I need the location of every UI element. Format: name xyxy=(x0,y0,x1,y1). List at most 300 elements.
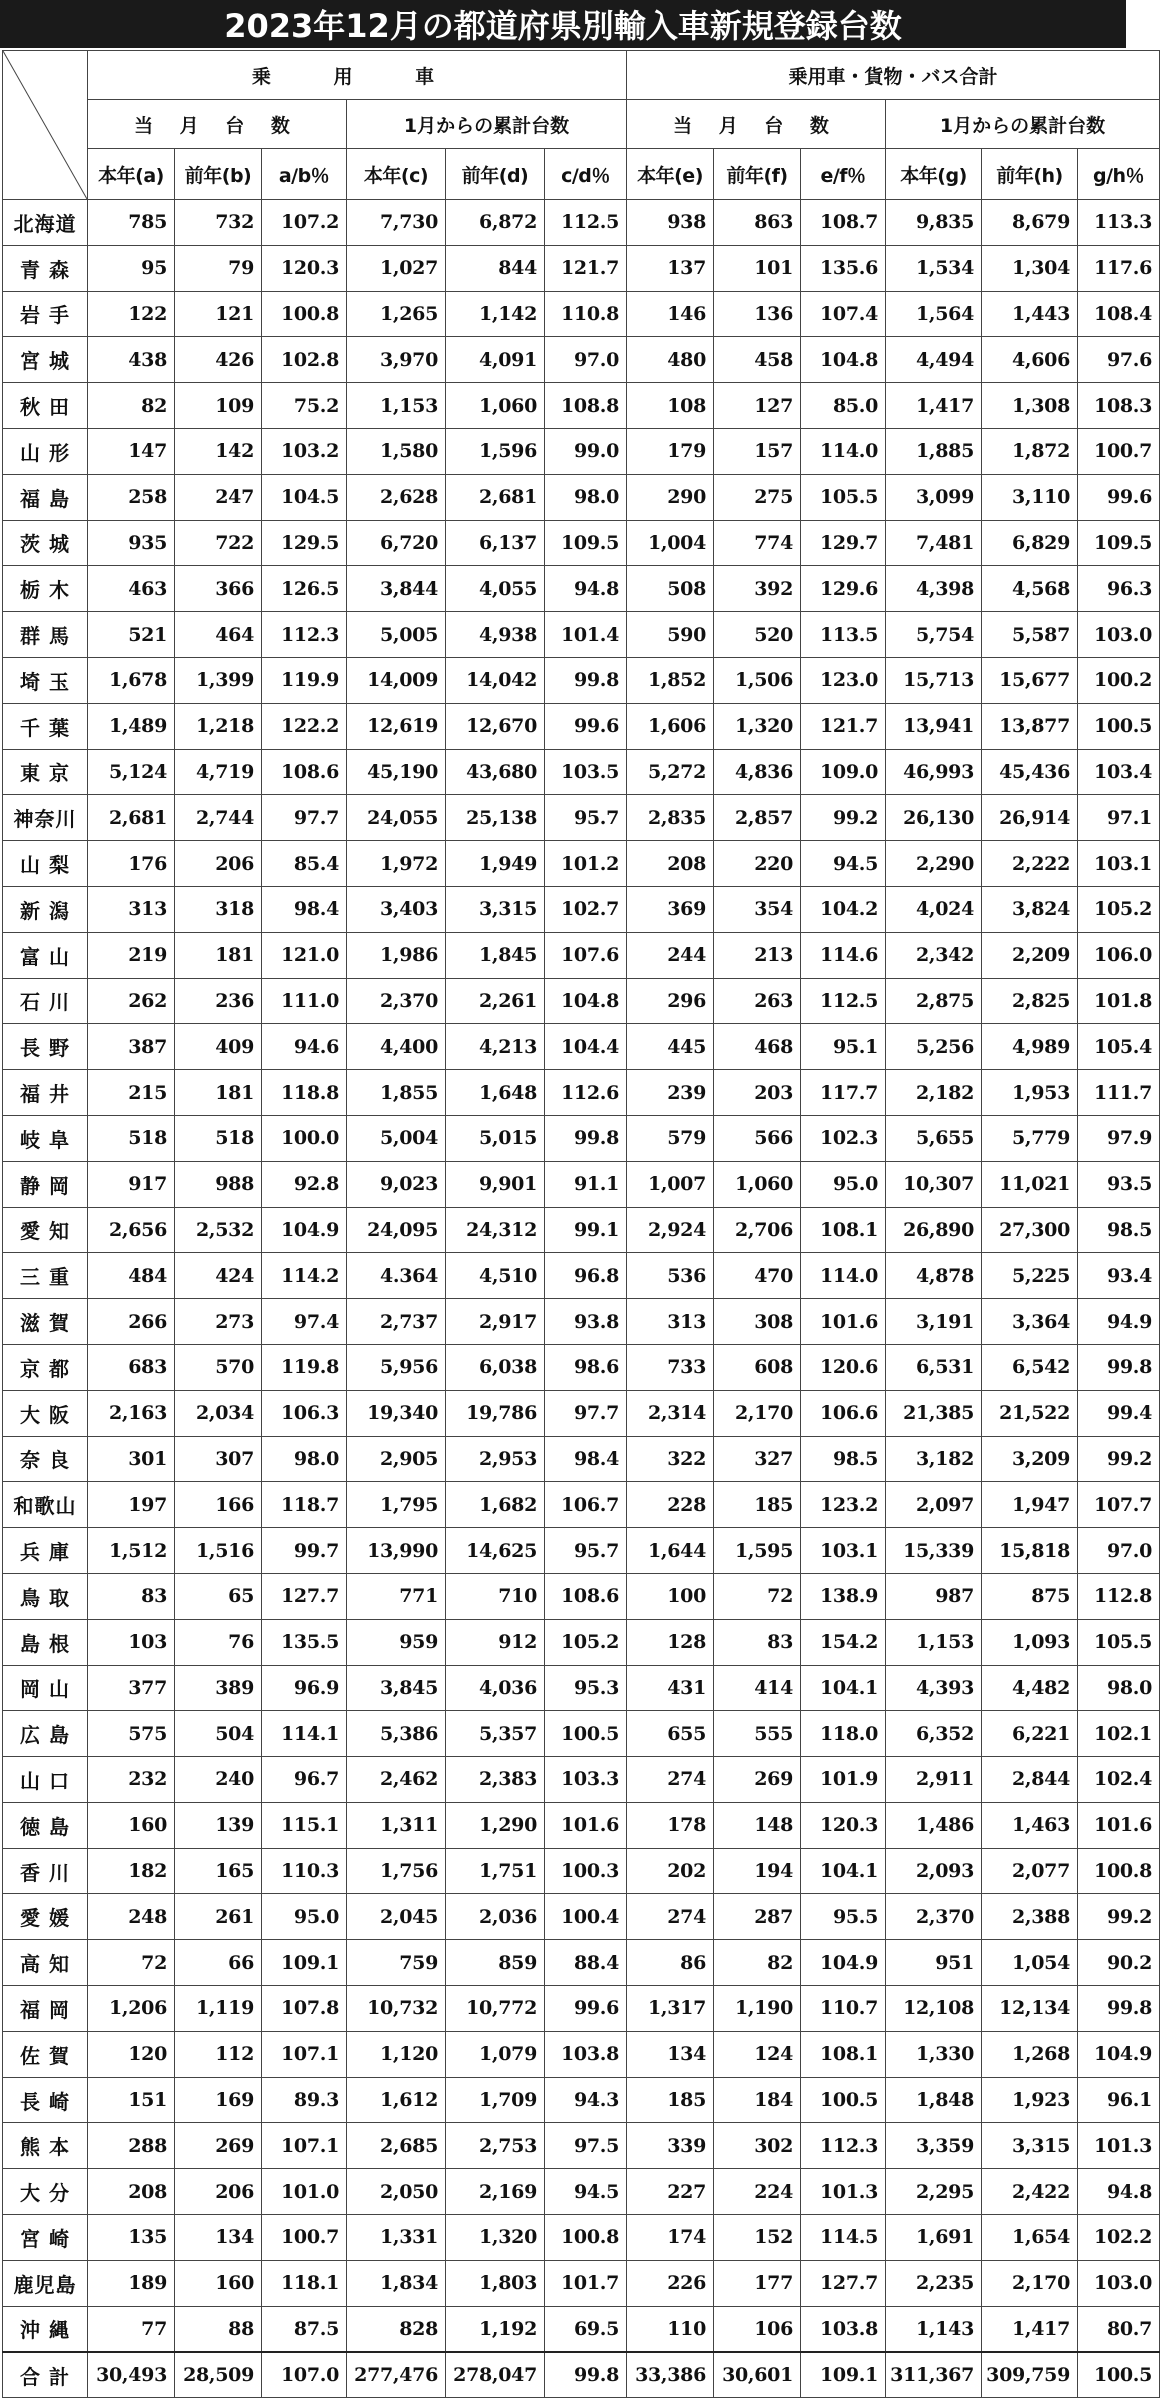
value-cell: 101.0 xyxy=(262,2169,347,2215)
value-cell: 160 xyxy=(175,2260,262,2306)
value-cell: 2,383 xyxy=(446,1757,545,1803)
value-cell: 1,153 xyxy=(347,383,446,429)
value-cell: 275 xyxy=(714,474,801,520)
value-cell: 274 xyxy=(627,1757,714,1803)
value-cell: 5,956 xyxy=(347,1344,446,1390)
prefecture-cell: 千 葉 xyxy=(3,703,88,749)
value-cell: 101.3 xyxy=(801,2169,886,2215)
value-cell: 261 xyxy=(175,1894,262,1940)
value-cell: 2,953 xyxy=(446,1436,545,1482)
value-cell: 14,625 xyxy=(446,1528,545,1574)
value-cell: 106 xyxy=(714,2306,801,2352)
value-cell: 240 xyxy=(175,1757,262,1803)
group-total-header: 乗用車・貨物・バス合計 xyxy=(627,51,1160,100)
value-cell: 114.0 xyxy=(801,428,886,474)
value-cell: 1,004 xyxy=(627,520,714,566)
value-cell: 112.6 xyxy=(545,1070,627,1116)
value-cell: 4,398 xyxy=(886,566,982,612)
prefecture-cell: 岡 山 xyxy=(3,1665,88,1711)
value-cell: 101.4 xyxy=(545,612,627,658)
value-cell: 113.5 xyxy=(801,612,886,658)
value-cell: 26,914 xyxy=(982,795,1078,841)
table-row xyxy=(3,2077,1160,2123)
value-cell: 12,134 xyxy=(982,1986,1078,2032)
value-cell: 114.5 xyxy=(801,2215,886,2261)
column-header: 本年(e) xyxy=(627,149,714,200)
value-cell: 121 xyxy=(175,291,262,337)
value-cell: 97.1 xyxy=(1078,795,1160,841)
value-cell: 106.6 xyxy=(801,1390,886,1436)
value-cell: 5,015 xyxy=(446,1115,545,1161)
value-cell: 248 xyxy=(88,1894,175,1940)
value-cell: 1,986 xyxy=(347,932,446,978)
table-row xyxy=(3,1024,1160,1070)
value-cell: 108.8 xyxy=(545,383,627,429)
value-cell: 4,482 xyxy=(982,1665,1078,1711)
value-cell: 2,744 xyxy=(175,795,262,841)
value-cell: 258 xyxy=(88,474,175,520)
value-cell: 185 xyxy=(627,2077,714,2123)
value-cell: 94.3 xyxy=(545,2077,627,2123)
value-cell: 1,885 xyxy=(886,428,982,474)
value-cell: 1,054 xyxy=(982,1940,1078,1986)
value-cell: 959 xyxy=(347,1619,446,1665)
value-cell: 1,060 xyxy=(714,1161,801,1207)
value-cell: 1,580 xyxy=(347,428,446,474)
value-cell: 99.2 xyxy=(1078,1894,1160,1940)
value-cell: 98.0 xyxy=(262,1436,347,1482)
value-cell: 2,170 xyxy=(982,2260,1078,2306)
prefecture-cell: 岐 阜 xyxy=(3,1115,88,1161)
value-cell: 2,835 xyxy=(627,795,714,841)
value-cell: 1,612 xyxy=(347,2077,446,2123)
value-cell: 1,143 xyxy=(886,2306,982,2352)
value-cell: 97.0 xyxy=(1078,1528,1160,1574)
prefecture-cell: 愛 知 xyxy=(3,1207,88,1253)
value-cell: 92.8 xyxy=(262,1161,347,1207)
value-cell: 101.6 xyxy=(545,1802,627,1848)
value-cell: 518 xyxy=(175,1115,262,1161)
value-cell: 100.5 xyxy=(801,2077,886,2123)
value-cell: 844 xyxy=(446,245,545,291)
value-cell: 24,095 xyxy=(347,1207,446,1253)
value-cell: 25,138 xyxy=(446,795,545,841)
value-cell: 99.4 xyxy=(1078,1390,1160,1436)
value-cell: 322 xyxy=(627,1436,714,1482)
value-cell: 126.5 xyxy=(262,566,347,612)
value-cell: 6,531 xyxy=(886,1344,982,1390)
value-cell: 102.7 xyxy=(545,886,627,932)
value-cell: 224 xyxy=(714,2169,801,2215)
value-cell: 219 xyxy=(88,932,175,978)
value-cell: 112.5 xyxy=(801,978,886,1024)
value-cell: 5,357 xyxy=(446,1711,545,1757)
value-cell: 1,595 xyxy=(714,1528,801,1574)
value-cell: 1,290 xyxy=(446,1802,545,1848)
value-cell: 733 xyxy=(627,1344,714,1390)
value-cell: 123.0 xyxy=(801,657,886,703)
table-row xyxy=(3,2031,1160,2077)
value-cell: 5,004 xyxy=(347,1115,446,1161)
value-cell: 732 xyxy=(175,200,262,246)
value-cell: 11,021 xyxy=(982,1161,1078,1207)
value-cell: 12,670 xyxy=(446,703,545,749)
prefecture-cell: 鳥 取 xyxy=(3,1573,88,1619)
value-cell: 1,320 xyxy=(714,703,801,749)
value-cell: 377 xyxy=(88,1665,175,1711)
value-cell: 1,060 xyxy=(446,383,545,429)
value-cell: 308 xyxy=(714,1299,801,1345)
value-cell: 301 xyxy=(88,1436,175,1482)
value-cell: 480 xyxy=(627,337,714,383)
value-cell: 96.3 xyxy=(1078,566,1160,612)
value-cell: 504 xyxy=(175,1711,262,1757)
value-cell: 1,848 xyxy=(886,2077,982,2123)
value-cell: 120.3 xyxy=(262,245,347,291)
value-cell: 181 xyxy=(175,932,262,978)
value-cell: 3,099 xyxy=(886,474,982,520)
value-cell: 2,034 xyxy=(175,1390,262,1436)
value-cell: 107.1 xyxy=(262,2031,347,2077)
value-cell: 43,680 xyxy=(446,749,545,795)
value-cell: 21,522 xyxy=(982,1390,1078,1436)
value-cell: 1,320 xyxy=(446,2215,545,2261)
value-cell: 244 xyxy=(627,932,714,978)
value-cell: 104.5 xyxy=(262,474,347,520)
value-cell: 263 xyxy=(714,978,801,1024)
value-cell: 1,308 xyxy=(982,383,1078,429)
table-row xyxy=(3,978,1160,1024)
value-cell: 302 xyxy=(714,2123,801,2169)
column-header: 前年(b) xyxy=(175,149,262,200)
value-cell: 120 xyxy=(88,2031,175,2077)
value-cell: 109.5 xyxy=(545,520,627,566)
value-cell: 98.6 xyxy=(545,1344,627,1390)
value-cell: 104.9 xyxy=(262,1207,347,1253)
value-cell: 5,272 xyxy=(627,749,714,795)
value-cell: 5,386 xyxy=(347,1711,446,1757)
value-cell: 102.4 xyxy=(1078,1757,1160,1803)
table-row xyxy=(3,1711,1160,1757)
value-cell: 1,311 xyxy=(347,1802,446,1848)
value-cell: 118.8 xyxy=(262,1070,347,1116)
table-row xyxy=(3,795,1160,841)
value-cell: 108.1 xyxy=(801,1207,886,1253)
prefecture-cell: 京 都 xyxy=(3,1344,88,1390)
value-cell: 555 xyxy=(714,1711,801,1757)
table-row xyxy=(3,1115,1160,1161)
value-cell: 1,682 xyxy=(446,1482,545,1528)
value-cell: 4,213 xyxy=(446,1024,545,1070)
prefecture-cell: 鹿児島 xyxy=(3,2260,88,2306)
value-cell: 722 xyxy=(175,520,262,566)
prefecture-cell: 青 森 xyxy=(3,245,88,291)
value-cell: 100 xyxy=(627,1573,714,1619)
value-cell: 27,300 xyxy=(982,1207,1078,1253)
table-row xyxy=(3,2215,1160,2261)
value-cell: 4,510 xyxy=(446,1253,545,1299)
value-cell: 104.9 xyxy=(1078,2031,1160,2077)
value-cell: 13,877 xyxy=(982,703,1078,749)
value-cell: 109.1 xyxy=(801,2352,886,2398)
prefecture-cell: 群 馬 xyxy=(3,612,88,658)
prefecture-cell: 東 京 xyxy=(3,749,88,795)
table-row xyxy=(3,200,1160,246)
value-cell: 228 xyxy=(627,1482,714,1528)
value-cell: 110.3 xyxy=(262,1848,347,1894)
value-cell: 137 xyxy=(627,245,714,291)
value-cell: 445 xyxy=(627,1024,714,1070)
value-cell: 4,938 xyxy=(446,612,545,658)
value-cell: 828 xyxy=(347,2306,446,2352)
value-cell: 313 xyxy=(627,1299,714,1345)
corner-cell xyxy=(3,51,88,200)
value-cell: 366 xyxy=(175,566,262,612)
value-cell: 2,342 xyxy=(886,932,982,978)
value-cell: 93.5 xyxy=(1078,1161,1160,1207)
value-cell: 4,055 xyxy=(446,566,545,612)
value-cell: 101.7 xyxy=(545,2260,627,2306)
table-row xyxy=(3,1986,1160,2032)
value-cell: 2,182 xyxy=(886,1070,982,1116)
value-cell: 178 xyxy=(627,1802,714,1848)
prefecture-cell: 大 分 xyxy=(3,2169,88,2215)
value-cell: 14,009 xyxy=(347,657,446,703)
value-cell: 1,443 xyxy=(982,291,1078,337)
value-cell: 311,367 xyxy=(886,2352,982,2398)
value-cell: 6,829 xyxy=(982,520,1078,566)
value-cell: 1,953 xyxy=(982,1070,1078,1116)
value-cell: 103.2 xyxy=(262,428,347,474)
value-cell: 108.4 xyxy=(1078,291,1160,337)
value-cell: 8,679 xyxy=(982,200,1078,246)
column-header: 前年(h) xyxy=(982,149,1078,200)
value-cell: 2,462 xyxy=(347,1757,446,1803)
value-cell: 85.4 xyxy=(262,841,347,887)
value-cell: 2,681 xyxy=(88,795,175,841)
value-cell: 438 xyxy=(88,337,175,383)
value-cell: 94.5 xyxy=(545,2169,627,2215)
value-cell: 122.2 xyxy=(262,703,347,749)
value-cell: 160 xyxy=(88,1802,175,1848)
value-cell: 121.7 xyxy=(545,245,627,291)
value-cell: 4,606 xyxy=(982,337,1078,383)
value-cell: 2,045 xyxy=(347,1894,446,1940)
value-cell: 93.4 xyxy=(1078,1253,1160,1299)
value-cell: 2,911 xyxy=(886,1757,982,1803)
value-cell: 100.7 xyxy=(1078,428,1160,474)
value-cell: 14,042 xyxy=(446,657,545,703)
value-cell: 65 xyxy=(175,1573,262,1619)
value-cell: 83 xyxy=(714,1619,801,1665)
table-row xyxy=(3,1161,1160,1207)
value-cell: 101.2 xyxy=(545,841,627,887)
group-passenger-header: 乗 用 車 xyxy=(88,51,627,100)
value-cell: 75.2 xyxy=(262,383,347,429)
value-cell: 2,422 xyxy=(982,2169,1078,2215)
table-row xyxy=(3,1436,1160,1482)
value-cell: 98.5 xyxy=(801,1436,886,1482)
value-cell: 590 xyxy=(627,612,714,658)
value-cell: 2,924 xyxy=(627,1207,714,1253)
value-cell: 114.6 xyxy=(801,932,886,978)
value-cell: 1,654 xyxy=(982,2215,1078,2261)
value-cell: 95 xyxy=(88,245,175,291)
value-cell: 1,648 xyxy=(446,1070,545,1116)
value-cell: 112.3 xyxy=(801,2123,886,2169)
table-row xyxy=(3,1207,1160,1253)
value-cell: 111.0 xyxy=(262,978,347,1024)
value-cell: 2,681 xyxy=(446,474,545,520)
table-row xyxy=(3,1299,1160,1345)
table-row xyxy=(3,749,1160,795)
value-cell: 120.3 xyxy=(801,1802,886,1848)
value-cell: 1,516 xyxy=(175,1528,262,1574)
value-cell: 151 xyxy=(88,2077,175,2123)
value-cell: 4,400 xyxy=(347,1024,446,1070)
value-cell: 105.5 xyxy=(1078,1619,1160,1665)
value-cell: 177 xyxy=(714,2260,801,2306)
value-cell: 2,050 xyxy=(347,2169,446,2215)
value-cell: 101.8 xyxy=(1078,978,1160,1024)
table-row xyxy=(3,932,1160,978)
value-cell: 785 xyxy=(88,200,175,246)
value-cell: 24,055 xyxy=(347,795,446,841)
value-cell: 169 xyxy=(175,2077,262,2123)
value-cell: 12,619 xyxy=(347,703,446,749)
value-cell: 3,110 xyxy=(982,474,1078,520)
value-cell: 863 xyxy=(714,200,801,246)
value-cell: 119.8 xyxy=(262,1344,347,1390)
value-cell: 288 xyxy=(88,2123,175,2169)
value-cell: 99.8 xyxy=(545,657,627,703)
value-cell: 99.8 xyxy=(545,2352,627,2398)
value-cell: 1,330 xyxy=(886,2031,982,2077)
value-cell: 103 xyxy=(88,1619,175,1665)
value-cell: 114.0 xyxy=(801,1253,886,1299)
prefecture-cell: 埼 玉 xyxy=(3,657,88,703)
value-cell: 108.7 xyxy=(801,200,886,246)
value-cell: 1,803 xyxy=(446,2260,545,2306)
value-cell: 226 xyxy=(627,2260,714,2306)
column-header: 本年(g) xyxy=(886,149,982,200)
value-cell: 30,601 xyxy=(714,2352,801,2398)
value-cell: 100.4 xyxy=(545,1894,627,1940)
value-cell: 105.2 xyxy=(545,1619,627,1665)
value-cell: 2,844 xyxy=(982,1757,1078,1803)
value-cell: 100.8 xyxy=(1078,1848,1160,1894)
table-row xyxy=(3,1482,1160,1528)
value-cell: 318 xyxy=(175,886,262,932)
prefecture-cell: 宮 崎 xyxy=(3,2215,88,2261)
value-cell: 96.9 xyxy=(262,1665,347,1711)
prefecture-cell: 静 岡 xyxy=(3,1161,88,1207)
table-row xyxy=(3,1757,1160,1803)
value-cell: 12,108 xyxy=(886,1986,982,2032)
table-row xyxy=(3,1894,1160,1940)
value-cell: 10,732 xyxy=(347,1986,446,2032)
table-row xyxy=(3,886,1160,932)
value-cell: 579 xyxy=(627,1115,714,1161)
table-row xyxy=(3,657,1160,703)
value-cell: 3,403 xyxy=(347,886,446,932)
value-cell: 101.6 xyxy=(801,1299,886,1345)
prefecture-cell: 愛 媛 xyxy=(3,1894,88,1940)
value-cell: 2,917 xyxy=(446,1299,545,1345)
value-cell: 99.0 xyxy=(545,428,627,474)
value-cell: 339 xyxy=(627,2123,714,2169)
table-row xyxy=(3,1940,1160,1986)
value-cell: 935 xyxy=(88,520,175,566)
value-cell: 117.7 xyxy=(801,1070,886,1116)
value-cell: 3,315 xyxy=(446,886,545,932)
prefecture-cell: 福 島 xyxy=(3,474,88,520)
value-cell: 4,878 xyxy=(886,1253,982,1299)
value-cell: 91.1 xyxy=(545,1161,627,1207)
value-cell: 988 xyxy=(175,1161,262,1207)
value-cell: 102.2 xyxy=(1078,2215,1160,2261)
value-cell: 213 xyxy=(714,932,801,978)
value-cell: 266 xyxy=(88,1299,175,1345)
value-cell: 165 xyxy=(175,1848,262,1894)
value-cell: 2,875 xyxy=(886,978,982,1024)
value-cell: 1,489 xyxy=(88,703,175,749)
value-cell: 123.2 xyxy=(801,1482,886,1528)
value-cell: 203 xyxy=(714,1070,801,1116)
value-cell: 2,235 xyxy=(886,2260,982,2306)
value-cell: 197 xyxy=(88,1482,175,1528)
value-cell: 566 xyxy=(714,1115,801,1161)
value-cell: 1,751 xyxy=(446,1848,545,1894)
value-cell: 95.7 xyxy=(545,1528,627,1574)
prefecture-cell: 熊 本 xyxy=(3,2123,88,2169)
value-cell: 85.0 xyxy=(801,383,886,429)
value-cell: 184 xyxy=(714,2077,801,2123)
value-cell: 95.0 xyxy=(262,1894,347,1940)
value-cell: 109.5 xyxy=(1078,520,1160,566)
value-cell: 10,307 xyxy=(886,1161,982,1207)
value-cell: 2,097 xyxy=(886,1482,982,1528)
value-cell: 5,225 xyxy=(982,1253,1078,1299)
table-row xyxy=(3,1573,1160,1619)
value-cell: 414 xyxy=(714,1665,801,1711)
value-cell: 327 xyxy=(714,1436,801,1482)
value-cell: 97.6 xyxy=(1078,337,1160,383)
value-cell: 114.2 xyxy=(262,1253,347,1299)
prefecture-cell: 広 島 xyxy=(3,1711,88,1757)
value-cell: 104.2 xyxy=(801,886,886,932)
value-cell: 1,947 xyxy=(982,1482,1078,1528)
total-cumulative-header: 1月からの累計台数 xyxy=(886,100,1160,149)
prefecture-cell: 島 根 xyxy=(3,1619,88,1665)
value-cell: 107.7 xyxy=(1078,1482,1160,1528)
value-cell: 1,417 xyxy=(982,2306,1078,2352)
prefecture-cell: 兵 庫 xyxy=(3,1528,88,1574)
value-cell: 100.7 xyxy=(262,2215,347,2261)
value-cell: 194 xyxy=(714,1848,801,1894)
table-row xyxy=(3,841,1160,887)
value-cell: 95.5 xyxy=(801,1894,886,1940)
value-cell: 100.5 xyxy=(545,1711,627,1757)
value-cell: 103.3 xyxy=(545,1757,627,1803)
prefecture-cell: 滋 賀 xyxy=(3,1299,88,1345)
value-cell: 134 xyxy=(627,2031,714,2077)
value-cell: 98.0 xyxy=(545,474,627,520)
value-cell: 520 xyxy=(714,612,801,658)
value-cell: 13,990 xyxy=(347,1528,446,1574)
value-cell: 3,970 xyxy=(347,337,446,383)
value-cell: 4,091 xyxy=(446,337,545,383)
